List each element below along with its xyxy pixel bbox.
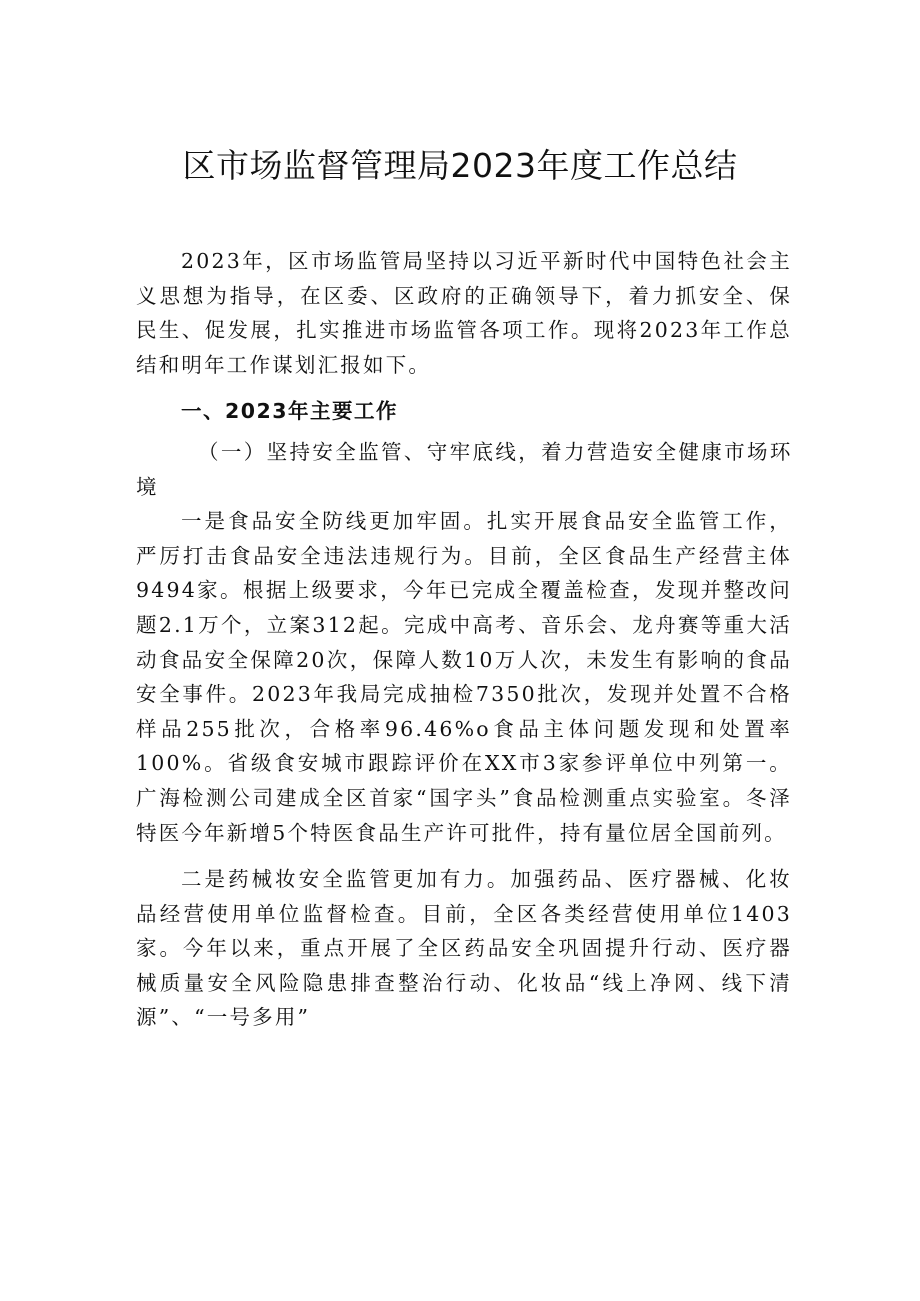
section-heading: 一、2023年主要工作 <box>181 399 399 424</box>
document-body <box>136 244 792 1035</box>
intro-paragraph: 2023年，区市场监管局坚持以习近平新时代中国特色社会主义思想为指导，在区委、区政府的正确领导下，着力抓安全、保民生、促发展，扎实推进市场监管各项工作。现将2023年工作总结和明年工作谋划汇报如下。 <box>136 249 792 377</box>
drug-safety-paragraph: 二是药械妆安全监管更加有力。加强药品、医疗器械、化妆品经营使用单位监督检查。目前，全区各类经营使用单位1403家。今年以来，重点开展了全区药品安全巩固提升行动、医疗器械质量安全风险隐患排查整治行动、化妆品“线上净网、线下清源”、“一号多用” <box>136 867 792 1030</box>
document-title: 区市场监督管理局2023年度工作总结 <box>182 146 738 185</box>
subsection-heading: （一）坚持安全监管、守牢底线，着力营造安全健康市场环境 <box>136 439 792 499</box>
food-safety-paragraph: 一是食品安全防线更加牢固。扎实开展食品安全监管工作，严厉打击食品安全违法违规行为。目前，全区食品生产经营主体9494家。根据上级要求，今年已完成全覆盖检查，发现并整改问题2.1万个，立案312起。完成中高考、音乐会、龙舟赛等重大活动食品安全保障20次，保障人数10万人次，未发生有影响的食品安全事件。2023年我局完成抽检7350批次，发现并处置不合格样品255批次，合格率96.46%o食品主体问题发现和处置率100%。省级食安城市跟踪评价在XX市3家参评单位中列第一。广海检测公司建成全区首家“国字头”食品检测重点实验室。冬泽特医今年新增5个特医食品生产许可批件，持有量位居全国前列。 <box>136 509 792 845</box>
